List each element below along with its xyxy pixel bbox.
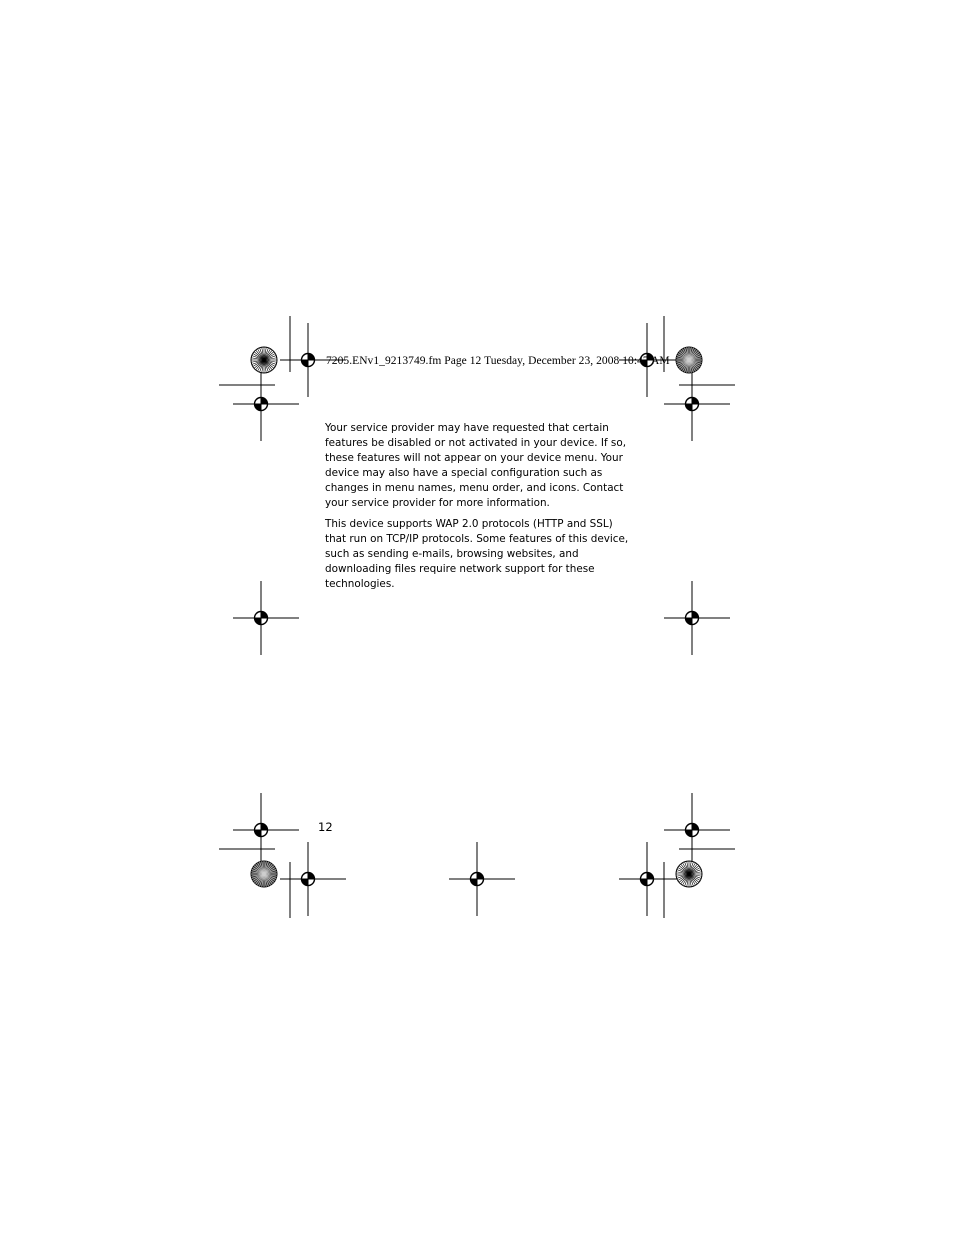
page-number: 12 (318, 820, 333, 834)
color-target (676, 347, 702, 373)
crop-lines (219, 316, 735, 918)
registration-mark (619, 842, 685, 916)
registration-mark (233, 367, 299, 441)
registration-mark (664, 793, 730, 867)
color-target (251, 347, 277, 373)
body-text (325, 421, 630, 599)
paragraph-wap-support: This device supports WAP 2.0 protocols (HTTP and SSL) that run on TCP/IP protocols. Some features of this device, such as sending e-mails, browsing websites, and downloading files require network support for these technologies. (325, 518, 629, 591)
color-target (251, 861, 277, 887)
registration-mark (449, 842, 515, 916)
registration-marks (233, 323, 730, 916)
registration-mark (664, 367, 730, 441)
paragraph-service-provider: Your service provider may have requested that certain features be disabled or not activated in your device. If so, these features will not appear on your device menu. Your device may also have a special configuration such as changes in menu names, menu order, and icons. Contact your service provider for more information. (325, 422, 627, 509)
color-target (676, 861, 702, 887)
registration-mark (233, 793, 299, 867)
registration-mark (233, 581, 299, 655)
file-slug: 7205.ENv1_9213749.fm Page 12 Tuesday, December 23, 2008 10:47 AM (326, 355, 670, 367)
registration-mark (664, 581, 730, 655)
